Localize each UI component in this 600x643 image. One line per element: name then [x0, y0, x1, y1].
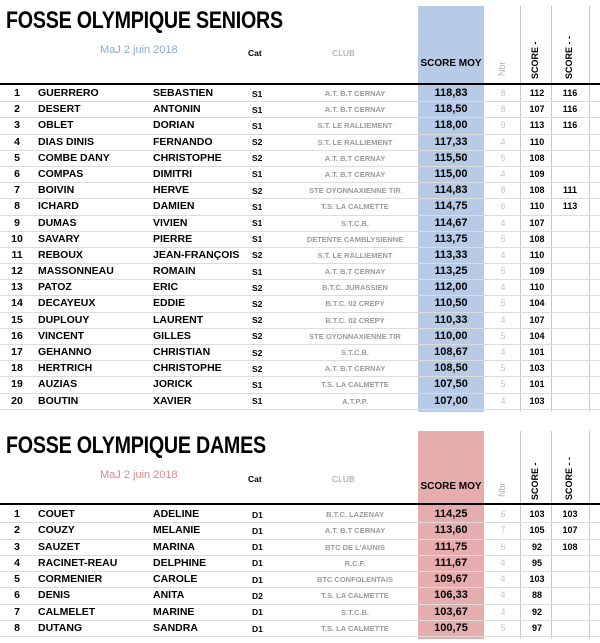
table-row — [0, 556, 600, 572]
rank-cell: 6 — [14, 589, 20, 602]
row-divider — [0, 409, 600, 410]
rank-cell: 9 — [14, 216, 20, 229]
average-score-cell: 112,00 — [434, 281, 468, 294]
count-cell: 5 — [500, 330, 506, 341]
count-cell: 5 — [500, 363, 506, 374]
table-row — [0, 394, 600, 410]
average-score-cell: 100,75 — [434, 622, 468, 635]
dames-title: FOSSE OLYMPIQUE DAMES — [6, 432, 266, 459]
rank-cell: 14 — [11, 297, 23, 310]
seniors-title: FOSSE OLYMPIQUE SENIORS — [6, 7, 283, 34]
dames-header-club: CLUB — [332, 474, 355, 484]
average-score-cell: 110,33 — [434, 313, 468, 326]
category-cell: D1 — [252, 574, 263, 585]
score2-cell: 108 — [562, 541, 578, 552]
table-row — [0, 86, 600, 102]
first-name-cell: MARINE — [153, 605, 195, 618]
rank-cell: 1 — [14, 508, 20, 520]
table-row — [0, 264, 600, 280]
score2-cell: 116 — [562, 88, 578, 98]
average-score-cell: 107,00 — [434, 394, 468, 407]
rank-cell: 13 — [11, 281, 23, 294]
category-cell: S2 — [252, 315, 263, 326]
first-name-cell: PIERRE — [153, 232, 193, 245]
last-name-cell: CORMENIER — [38, 573, 103, 586]
score1-cell: 95 — [531, 557, 542, 568]
category-cell: S1 — [252, 396, 263, 407]
score1-cell: 107 — [529, 104, 545, 115]
first-name-cell: ERIC — [153, 281, 179, 294]
first-name-cell: DAMIEN — [153, 200, 195, 213]
table-row — [0, 621, 600, 637]
last-name-cell: BOUTIN — [38, 394, 79, 407]
last-name-cell: COUZY — [38, 524, 75, 537]
count-cell: 4 — [500, 347, 506, 357]
first-name-cell: CHRISTOPHE — [153, 362, 222, 375]
score1-cell: 110 — [529, 136, 545, 147]
rank-cell: 2 — [14, 103, 20, 116]
dames-header-rule — [0, 503, 600, 505]
last-name-cell: AUZIAS — [38, 378, 78, 391]
category-cell: D1 — [252, 525, 263, 536]
score1-cell: 92 — [531, 541, 542, 552]
average-score-cell: 114,75 — [434, 200, 468, 213]
score1-cell: 103 — [529, 509, 545, 519]
category-cell: S1 — [252, 234, 263, 245]
count-cell: 4 — [500, 282, 506, 293]
category-cell: S2 — [252, 153, 263, 164]
count-cell: 8 — [500, 104, 506, 115]
average-score-cell: 118,50 — [434, 103, 468, 116]
table-row — [0, 605, 600, 621]
category-cell: D1 — [252, 558, 263, 569]
last-name-cell: DUTANG — [38, 622, 83, 635]
score2-cell: 103 — [562, 509, 578, 519]
table-row — [0, 118, 600, 134]
first-name-cell: JORICK — [153, 378, 193, 391]
count-cell: 5 — [500, 298, 506, 309]
category-cell: S1 — [252, 201, 263, 212]
seniors-header-club: CLUB — [332, 48, 355, 58]
club-cell: A.T. B.T CERNAY — [324, 89, 386, 98]
score1-cell: 108 — [529, 233, 545, 244]
score2-cell: 116 — [562, 120, 578, 131]
first-name-cell: ANITA — [153, 589, 185, 602]
table-row — [0, 248, 600, 264]
first-name-cell: MELANIE — [153, 524, 201, 537]
club-cell: A.T. B.T CERNAY — [324, 153, 386, 163]
first-name-cell: CHRISTOPHE — [153, 151, 222, 164]
club-cell: A.T. B.T CERNAY — [324, 267, 386, 277]
rank-cell: 12 — [11, 265, 23, 278]
first-name-cell: DELPHINE — [153, 556, 207, 569]
score2-cell: 113 — [562, 201, 578, 212]
club-cell: R.C.F. — [344, 558, 366, 568]
category-cell: S2 — [252, 331, 263, 342]
average-score-cell: 110,50 — [434, 297, 468, 310]
score1-cell: 108 — [529, 152, 545, 163]
last-name-cell: OBLET — [38, 119, 74, 132]
count-cell: 6 — [500, 509, 506, 519]
category-cell: D1 — [252, 607, 263, 618]
table-row — [0, 199, 600, 215]
club-cell: B.T.C. JURASSIEN — [322, 283, 388, 293]
table-row — [0, 507, 600, 523]
row-divider — [0, 636, 600, 637]
club-cell: T.S. LA CALMETTE — [321, 380, 389, 390]
last-name-cell: SAVARY — [38, 232, 80, 245]
count-cell: 8 — [500, 185, 506, 196]
score1-cell: 103 — [529, 395, 545, 406]
first-name-cell: CHRISTIAN — [153, 346, 211, 358]
last-name-cell: CALMELET — [38, 605, 96, 618]
count-cell: 5 — [500, 623, 506, 634]
first-name-cell: ANTONIN — [153, 103, 201, 116]
club-cell: BTC DE L'AUNIS — [325, 542, 385, 552]
average-score-cell: 110,00 — [434, 329, 468, 342]
table-row — [0, 167, 600, 183]
category-cell: S1 — [252, 266, 263, 277]
table-row — [0, 540, 600, 556]
seniors-header-score: SCORE MOY — [420, 58, 482, 69]
table-row — [0, 151, 600, 167]
last-name-cell: RACINET-REAU — [38, 556, 118, 569]
seniors-header-nbr: Nbr — [497, 61, 507, 76]
last-name-cell: MASSONNEAU — [38, 265, 114, 278]
club-cell: A.T. B.T CERNAY — [324, 364, 386, 374]
category-cell: S1 — [252, 379, 263, 390]
rank-cell: 8 — [14, 622, 20, 635]
last-name-cell: COMBE DANY — [38, 151, 110, 164]
last-name-cell: GUERRERO — [38, 87, 99, 99]
club-cell: T.S. LA CALMETTE — [321, 591, 389, 601]
count-cell: 5 — [500, 233, 506, 244]
average-score-cell: 114,83 — [434, 184, 468, 197]
club-cell: A.T. B.T CERNAY — [324, 105, 386, 115]
club-cell: DETENTE CAMBLYSIENNE — [306, 234, 404, 244]
count-cell: 4 — [500, 606, 506, 617]
category-cell: D1 — [252, 542, 263, 553]
average-score-cell: 107,50 — [434, 378, 468, 391]
club-cell: A.T. B.T CERNAY — [324, 526, 386, 536]
first-name-cell: CAROLE — [153, 573, 198, 586]
last-name-cell: GEHANNO — [38, 346, 92, 358]
category-cell: S1 — [252, 218, 263, 228]
count-cell: 8 — [500, 88, 506, 98]
dames-section — [0, 425, 600, 643]
count-cell: 4 — [500, 395, 506, 406]
score1-cell: 109 — [529, 168, 545, 179]
last-name-cell: DECAYEUX — [38, 297, 96, 310]
table-row — [0, 572, 600, 588]
rank-cell: 19 — [11, 378, 23, 391]
club-cell: A.T. B.T CERNAY — [324, 169, 386, 179]
score1-cell: 107 — [529, 217, 545, 228]
score1-cell: 104 — [529, 298, 545, 309]
count-cell: 4 — [500, 217, 506, 228]
table-row — [0, 588, 600, 604]
last-name-cell: DUMAS — [38, 216, 77, 229]
rank-cell: 7 — [14, 184, 20, 197]
first-name-cell: DIMITRI — [153, 167, 193, 180]
table-row — [0, 361, 600, 377]
average-score-cell: 108,50 — [434, 362, 468, 375]
category-cell: S1 — [252, 169, 263, 180]
rank-cell: 20 — [11, 394, 23, 407]
first-name-cell: DORIAN — [153, 119, 195, 132]
count-cell: 6 — [500, 201, 506, 212]
first-name-cell: HERVE — [153, 184, 189, 197]
rank-cell: 5 — [14, 573, 20, 586]
club-cell: B.T.C. LAZENAY — [326, 510, 384, 519]
club-cell: B.T.C. 02 CREPY — [325, 315, 385, 325]
table-row — [0, 329, 600, 345]
average-score-cell: 108,67 — [434, 346, 468, 358]
score1-cell: 104 — [529, 330, 545, 341]
score2-cell: 116 — [562, 104, 578, 115]
category-cell: S2 — [252, 347, 263, 358]
club-cell: S.T. LE RALLIEMENT — [317, 250, 393, 260]
first-name-cell: MARINA — [153, 540, 195, 553]
score1-cell: 110 — [529, 249, 545, 260]
count-cell: 6 — [500, 541, 506, 552]
score1-cell: 109 — [529, 266, 545, 277]
first-name-cell: ADELINE — [153, 508, 200, 520]
average-score-cell: 113,75 — [434, 232, 468, 245]
club-cell: T.S. LA CALMETTE — [321, 624, 389, 634]
rank-cell: 11 — [11, 248, 23, 261]
first-name-cell: SANDRA — [153, 622, 198, 635]
count-cell: 4 — [500, 590, 506, 601]
rank-cell: 15 — [11, 313, 23, 326]
count-cell: 4 — [500, 136, 506, 147]
seniors-update-date: MaJ 2 juin 2018 — [100, 44, 178, 56]
score1-cell: 88 — [531, 590, 542, 601]
seniors-header-cat: Cat — [248, 48, 262, 58]
table-row — [0, 216, 600, 232]
score2-cell: 111 — [562, 185, 578, 196]
last-name-cell: PATOZ — [38, 281, 72, 294]
rank-cell: 4 — [14, 135, 20, 148]
table-row — [0, 102, 600, 118]
first-name-cell: LAURENT — [153, 313, 204, 326]
last-name-cell: DESERT — [38, 103, 81, 116]
last-name-cell: ICHARD — [38, 200, 79, 213]
last-name-cell: DENIS — [38, 589, 71, 602]
category-cell: S2 — [252, 185, 263, 196]
table-row — [0, 183, 600, 199]
dames-update-date: MaJ 2 juin 2018 — [100, 469, 178, 481]
score1-cell: 105 — [529, 525, 545, 536]
table-row — [0, 280, 600, 296]
dames-header-score: SCORE MOY — [420, 481, 482, 492]
last-name-cell: COUET — [38, 508, 75, 520]
average-score-cell: 111,75 — [434, 540, 468, 553]
count-cell: 9 — [500, 120, 506, 131]
table-row — [0, 232, 600, 248]
club-cell: S.T.C.B. — [341, 607, 369, 617]
first-name-cell: SEBASTIEN — [153, 87, 214, 99]
category-cell: S1 — [252, 120, 263, 131]
average-score-cell: 106,33 — [434, 589, 468, 602]
average-score-cell: 115,00 — [434, 167, 468, 180]
score1-cell: 112 — [529, 88, 545, 98]
first-name-cell: ROMAIN — [153, 265, 196, 278]
category-cell: D2 — [252, 590, 263, 601]
last-name-cell: VINCENT — [38, 329, 85, 342]
table-row — [0, 135, 600, 151]
last-name-cell: REBOUX — [38, 248, 83, 261]
last-name-cell: BOIVIN — [38, 184, 75, 197]
seniors-header-score1: SCORE - — [530, 41, 540, 79]
score1-cell: 101 — [529, 379, 545, 390]
score2-cell: 107 — [562, 525, 578, 536]
score1-cell: 110 — [529, 282, 545, 293]
dames-header-cat: Cat — [248, 474, 262, 484]
count-cell: 4 — [500, 168, 506, 179]
table-row — [0, 523, 600, 539]
score1-cell: 113 — [529, 120, 545, 131]
average-score-cell: 118,00 — [434, 119, 468, 132]
category-cell: S2 — [252, 298, 263, 309]
rank-cell: 2 — [14, 524, 20, 537]
category-cell: S1 — [252, 88, 263, 99]
average-score-cell: 113,25 — [434, 265, 468, 278]
category-cell: S2 — [252, 250, 263, 261]
count-cell: 4 — [500, 557, 506, 568]
category-cell: D1 — [252, 623, 263, 634]
score1-cell: 97 — [531, 623, 542, 634]
table-row — [0, 377, 600, 393]
table-row — [0, 296, 600, 312]
rank-cell: 3 — [14, 119, 20, 132]
table-row — [0, 345, 600, 361]
category-cell: D1 — [252, 509, 263, 520]
club-cell: A.T.P.P. — [342, 396, 368, 406]
club-cell: S.T.C.B. — [341, 348, 369, 357]
count-cell: 5 — [500, 379, 506, 390]
last-name-cell: SAUZET — [38, 540, 80, 553]
first-name-cell: GILLES — [153, 329, 191, 342]
table-row — [0, 313, 600, 329]
average-score-cell: 103,67 — [434, 605, 468, 618]
last-name-cell: DUPLOUY — [38, 313, 90, 326]
count-cell: 7 — [500, 525, 506, 536]
dames-table — [0, 507, 600, 637]
rank-cell: 10 — [11, 232, 23, 245]
rank-cell: 17 — [11, 346, 23, 358]
rank-cell: 7 — [14, 605, 20, 618]
count-cell: 4 — [500, 249, 506, 260]
rank-cell: 4 — [14, 556, 20, 569]
club-cell: B.T.C. 02 CREPY — [325, 299, 385, 309]
category-cell: S2 — [252, 282, 263, 293]
rank-cell: 6 — [14, 167, 20, 180]
rank-cell: 3 — [14, 540, 20, 553]
club-cell: S.T.C.B. — [341, 218, 369, 228]
average-score-cell: 113,60 — [434, 524, 468, 537]
average-score-cell: 114,25 — [434, 508, 468, 520]
club-cell: S.T. LE RALLIEMENT — [317, 137, 393, 147]
dames-header-nbr: Nbr — [497, 482, 507, 497]
count-cell: 5 — [500, 266, 506, 277]
score1-cell: 101 — [529, 347, 545, 357]
average-score-cell: 117,33 — [434, 135, 468, 148]
average-score-cell: 118,83 — [434, 87, 468, 99]
count-cell: 4 — [500, 314, 506, 325]
score1-cell: 110 — [529, 201, 545, 212]
average-score-cell: 115,50 — [434, 151, 468, 164]
rank-cell: 1 — [14, 87, 20, 99]
first-name-cell: XAVIER — [153, 394, 192, 407]
last-name-cell: HERTRICH — [38, 362, 93, 375]
dames-header-score1: SCORE - — [530, 462, 540, 500]
seniors-table — [0, 86, 600, 410]
first-name-cell: FERNANDO — [153, 135, 213, 148]
rank-cell: 16 — [11, 329, 23, 342]
score1-cell: 108 — [529, 185, 545, 196]
rank-cell: 18 — [11, 362, 23, 375]
category-cell: S2 — [252, 363, 263, 374]
seniors-header-rule — [0, 83, 600, 85]
club-cell: STE OYONNAXIENNE TIR — [309, 186, 401, 196]
club-cell: S.T. LE RALLIEMENT — [317, 121, 393, 131]
last-name-cell: COMPAS — [38, 167, 84, 180]
dames-header-score2: SCORE - - — [564, 456, 574, 500]
club-cell: STE OYONNAXIENNE TIR — [309, 331, 401, 341]
count-cell: 4 — [500, 574, 506, 585]
rank-cell: 8 — [14, 200, 20, 213]
score1-cell: 92 — [531, 606, 542, 617]
club-cell: BTC CONFOLENTAIS — [316, 575, 394, 585]
count-cell: 5 — [500, 152, 506, 163]
score1-cell: 103 — [529, 574, 545, 585]
average-score-cell: 109,67 — [434, 573, 468, 586]
average-score-cell: 114,67 — [434, 216, 468, 229]
category-cell: S2 — [252, 137, 263, 148]
score1-cell: 107 — [529, 314, 545, 325]
club-cell: T.S. LA CALMETTE — [321, 202, 389, 212]
score1-cell: 103 — [529, 363, 545, 374]
seniors-header-score2: SCORE - - — [564, 35, 574, 79]
last-name-cell: DIAS DINIS — [38, 135, 95, 148]
average-score-cell: 113,33 — [434, 248, 468, 261]
rank-cell: 5 — [14, 151, 20, 164]
average-score-cell: 111,67 — [434, 556, 468, 569]
first-name-cell: EDDIE — [153, 297, 186, 310]
category-cell: S1 — [252, 104, 263, 115]
first-name-cell: VIVIEN — [153, 216, 188, 229]
first-name-cell: JEAN-FRANÇOIS — [153, 248, 240, 261]
